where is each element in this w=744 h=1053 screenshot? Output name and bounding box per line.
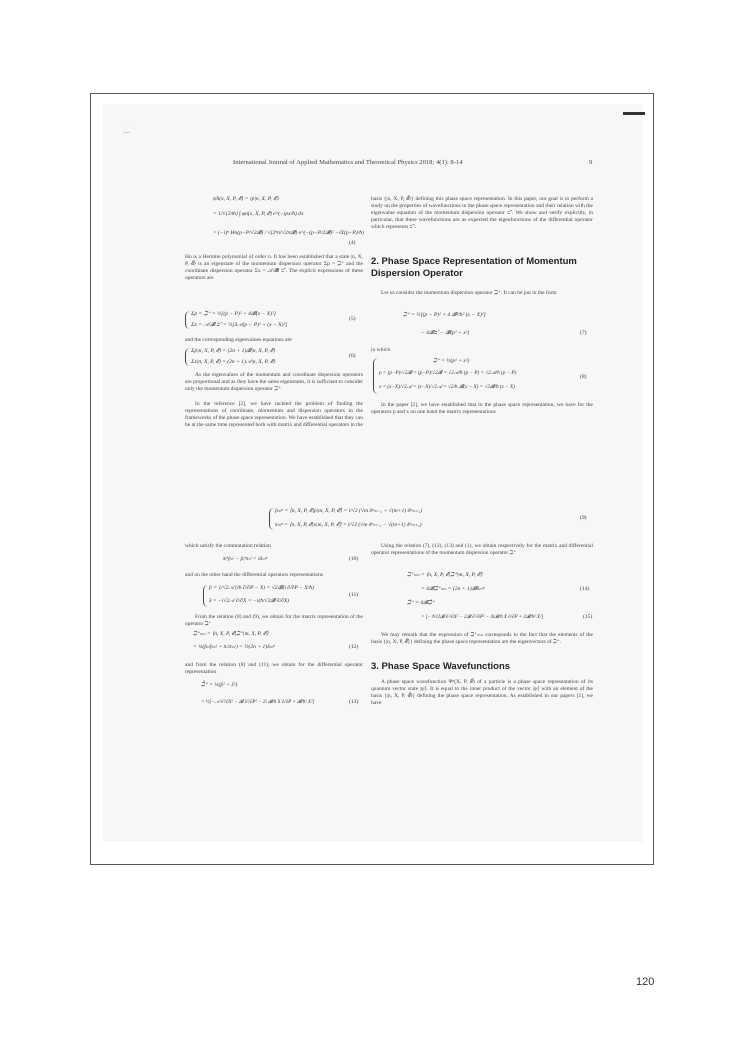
scanned-page: [103, 104, 643, 842]
section-heading-2: 2. Phase Space Representation of Momentum Dispersion Operator: [371, 256, 577, 279]
page-number: 120: [636, 976, 655, 988]
eq11-line1: p̂ = 1/√2𝒜 (iħ ∂/∂P − X) = √2𝓑(i ∂/∂P − X/ħ): [209, 585, 314, 591]
eq-psi-line1: ψ̃n(x, X, P, 𝓔) = ⟨p|n, X, P, 𝓔⟩: [213, 196, 279, 202]
right-paragraph-2: Let us consider the momentum dispersion operator ℶ⁺. It can be put in the form: [381, 290, 557, 296]
eq-number-6: (6): [349, 353, 356, 359]
eq6-brace: [185, 348, 190, 366]
eq10: x̄ᵢⁿp̄ₙˡ − p̄ᵢⁿx̄ₙˡ = iδₘⁿ: [223, 556, 268, 562]
eq-number-5: (5): [349, 316, 356, 322]
right-paragraph-1: basis {|n, X, P, 𝓔⟩} defining this phase space representation. In this paper, our goal is to perform a study on the properties of wavefunctions in the phase space representation and their relation with the eigenvalue equation of the momentum dispersion operator ℶ⁺. We show and verify explicitly, in particular, that these wavefunctions are as expected the eigenfunctions of the differential operator which represents ℶ⁺.: [371, 196, 593, 230]
eq-number-10: (10): [349, 556, 359, 562]
journal-page-number: 9: [589, 159, 593, 166]
right-paragraph-4: In the paper [2], we have established that in the phase space representation, we have for the operators p and x on one hand the matrix representations: [371, 402, 593, 415]
eq12-line1: ℶ⁺ₘₙ = ⟨n, X, P, 𝓔|ℶ⁺|m, X, P, 𝓔⟩: [193, 631, 269, 637]
eq8-line1: ℶ⁺ = ½(p² + x²): [433, 358, 470, 364]
eq-number-9: (9): [580, 515, 587, 521]
eq14-line2: = 4𝓑ℶ⁺ₘₙ = (2n + 1)𝓑δₘⁿ: [421, 586, 485, 592]
eq9-line2: x̄ₘⁿ = ⟨n, X, P, 𝓔|x|m, X, P, 𝓔⟩ = i/√2 (√m δⁿₘ₋₁ − √(m+1) δⁿₘ₊₁): [275, 522, 422, 528]
left-paragraph-1: Hn is a Hermite polynomial of order n. It has been established that a state |n, X, P, 𝓔⟩ is an eigenstate of the momentum dispersion operator Σp = ℶ⁺ and the coordinate dispersion operator Σx = 𝒜/𝓑 ℶ⁺. The explicit expressions of these operators are: [185, 254, 363, 281]
left-paragraph-4: In the reference [2], we have tackled the problem of finding the representations of coordinate, momentum and dispersion operators in the frameworks of the phase space representation. We have established that they can be at the same time represented both with matrix and differential operators in the: [185, 401, 363, 428]
scan-smudge: ˙‿ ·: [121, 124, 135, 133]
scanned-page-frame: [90, 93, 654, 865]
left-paragraph-6: and on the other hand the differential operators representations: [185, 572, 323, 578]
eq15-line1: ℶ̂⁺ = 4𝓑ℶ̂⁺: [407, 600, 435, 606]
eq9-line1: p̄ₘⁿ = ⟨n, X, P, 𝓔|p|m, X, P, 𝓔⟩ = i/√2 (√m δⁿₘ₋₁ + √(m+1) δⁿₘ₊₁): [275, 508, 423, 514]
right-paragraph-6: We may remark that the expression of ℶ⁺ₘₙ corresponds to the fact that the elements of the basis {|n, X, P, 𝓔⟩} defining the phase space representation are the eigenvectors of ℶ⁺.: [371, 632, 593, 645]
eq-psi-line2: = 1/√(2πħ) ∫ φn(x, X, P, 𝓔) e^(−ipx/ħ) dx: [213, 211, 304, 217]
eq12-line2: = ¼(p̄ₙˡp̄ₘˡ + x̄ₙˡx̄ₘˡ) = ½(2n + 1)δₘⁿ: [193, 644, 276, 650]
eq5-brace: [185, 311, 190, 329]
left-paragraph-8: and from the relation (8) and (11), we obtain for the differential operator representation: [185, 662, 363, 675]
eq14-line1: ℶ⁺ₘₙ = ⟨n, X, P, 𝓔|ℶ⁺|m, X, P, 𝓔⟩: [407, 572, 483, 578]
eq13-line1: ℶ̂⁺ = ¼(p̂² + x̂²): [201, 682, 238, 688]
eq-number-4: (4): [349, 240, 356, 246]
left-paragraph-7: From the relation (8) and (9), we obtain for the matrix representation of the operator ℶ⁺: [185, 614, 363, 627]
eq13-line2: = ½[−𝒜 ∂²/∂X² − 𝓑 ∂²/∂P² − 2i 𝓑/ħ X ∂/∂P + 𝓑/ħ² X²]: [201, 700, 315, 705]
eq7-line1: ℶ⁺ = ½[(p − P)² + 4 𝓑²/ħ² (x − X)²]: [403, 312, 486, 318]
eq-number-7: (7): [580, 330, 587, 336]
left-paragraph-2: and the corresponding eigenvalues equations are: [185, 337, 292, 343]
journal-header: International Journal of Applied Mathematics and Theoretical Physics 2018; 4(1): 8-14: [233, 159, 463, 166]
eq-psi-line3: = (−i)ⁿ Hn(p−P/√2𝓑) / √(2ⁿn!√2π𝓑) e^(−(p−P/2𝓑)² −iX(p−P)/ħ): [213, 230, 364, 236]
scan-mark: [623, 112, 645, 115]
eq15-line2: = [− ħ²/2𝓑 ∂²/∂X² − 2𝓑 ∂²/∂P² − 4i𝓑/ħ X ∂/∂P + 2𝓑/ħ² X²]: [421, 615, 544, 620]
eq-number-13: (13): [349, 699, 359, 705]
eq6-line2: Σx|n, X, P, 𝓔⟩ = (2n + 1)𝒜|n, X, P, 𝓔⟩: [191, 359, 276, 365]
eq11-brace: [203, 585, 208, 607]
eq8-line3: x = (x−X)/√2𝒜 = (x−X)/√2𝒜 = √2/ħ 𝓑(x − X) = √2𝓑/ħ (x − X): [379, 384, 515, 390]
eq6-line1: Σp|n, X, P, 𝓔⟩ = (2n + 1)𝓑|n, X, P, 𝓔⟩: [191, 348, 276, 354]
eq5-line2: Σx = 𝒜/𝓑 ℶ⁺ = ½[4𝒜(p − P)² + (x − X)²]: [191, 322, 288, 328]
eq8-line2: p = (p−P)/√2𝓑 = (p−P)/√2𝓑 = √2𝒜/ħ (p − P) = √2𝒜/ħ (p − P): [379, 370, 517, 376]
eq-number-15: (15): [583, 614, 593, 620]
left-paragraph-5: which satisfy the commutation relation: [185, 543, 271, 549]
section-heading-3: 3. Phase Space Wavefunctions: [371, 661, 511, 672]
eq-number-11: (11): [349, 592, 359, 598]
right-paragraph-3: in which: [371, 347, 391, 353]
eq-number-12: (12): [349, 644, 359, 650]
eq5-line1: Σp = ℶ⁺ = ½[(p − P)² + 4𝓑(x − X)²]: [191, 311, 276, 317]
eq-number-14: (14): [580, 586, 590, 592]
right-paragraph-5: Using the relation (7), (12), (13) and (1), we obtain respectively for the matrix and differential operator representations of the momentum dispersion operator ℶ⁺: [371, 543, 593, 556]
eq11-line2: x̂ = −i√2𝒜 ∂/∂X = −i(ħ/√2𝓑 ∂/∂X): [209, 598, 290, 604]
eq-number-8: (8): [580, 374, 587, 380]
eq8-brace: [373, 358, 378, 394]
eq7-line2: − 4𝓑ℶ⁺ − 𝓑(p² + x²): [421, 330, 470, 336]
left-paragraph-3: As the eigenvalues of the momentum and coordinate dispersion operators are proportional and as they have the same eigenstates, it is sufficient to consider only the momentum dispersion operator ℶ⁺.: [185, 372, 363, 392]
right-paragraph-7: A phase space wavefunction Ψⁿ(X, P, 𝓔) of a particle is a phase space representation of its quantum vector state |ψ⟩. It is equal to the inner product of the vector |ψ⟩ with an element of the basis {|n, X, P, 𝓔⟩} defining the phase space representation. As established in our papers [1], we have: [371, 679, 593, 706]
eq9-brace: [269, 508, 274, 530]
